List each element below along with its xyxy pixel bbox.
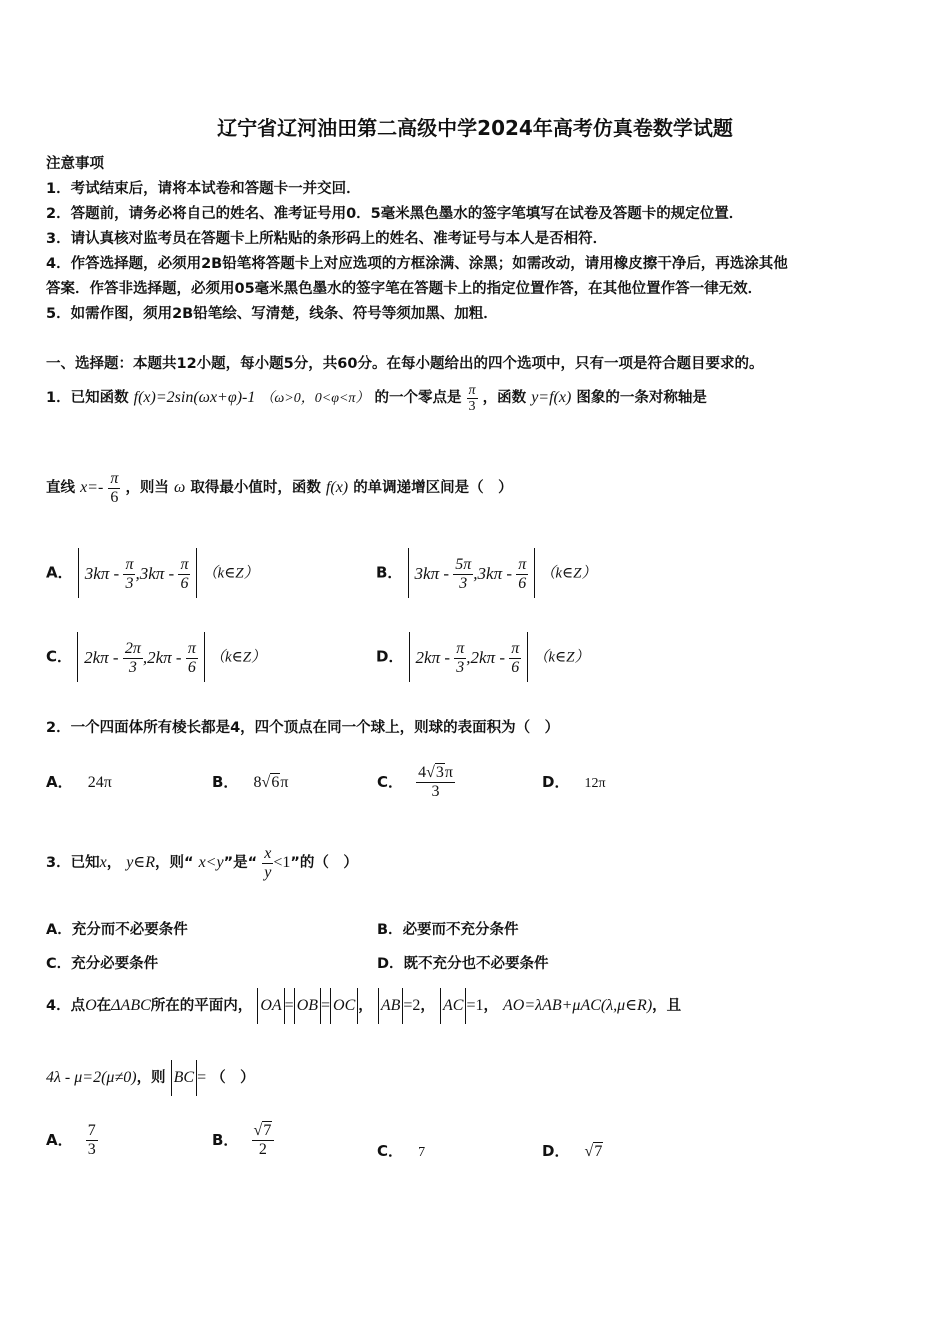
q1-suffix: 图象的一条对称轴是 [576,390,707,406]
section-heading: 一、选择题：本题共12小题，每小题5分，共60分。在每小题给出的四个选项中，只有一项是符合题目要求的。 [46,356,764,372]
notice-item: 1．考试结束后，请将本试卷和答题卡一并交回． [46,181,361,197]
q2-option-c[interactable]: C． $\frac{4√3\pi}{3}$ [377,764,453,800]
notice-item: 3．请认真核对监考员在答题卡上所粘贴的条形码上的姓名、准考证号与本人是否相符． [46,231,608,247]
q3-option-d[interactable]: D．既不充分也不必要条件 [377,956,549,972]
q1-axis-fraction: $\frac{\pi}{6}$ [110,469,119,506]
q1-zero-fraction: $\frac{\pi}{3}$ [468,382,476,414]
question-4-line-1: 4．点O在ΔABC所在的平面内， OA = OB = OC ， AB =2， AC =1， AO=λAB+μAC(λ,μ∈R)，且 [46,988,681,1024]
notice-heading: 注意事项 [46,156,104,172]
q1-line2-mid: ，则当 [125,480,169,496]
question-1-line-1 [46,378,707,419]
notice-item: 2．答题前，请务必将自己的姓名、准考证号用0．5毫米黑色墨水的签字笔填写在试卷及答题卡的规定位置． [46,206,744,222]
q3-option-c[interactable]: C．充分必要条件 [46,956,159,972]
q1-line2-mid2: 取得最小值时，函数 [190,480,321,496]
q3-fraction: $\frac{x}{y}$ [264,844,272,881]
q1-function-2: y=f(x) [531,389,572,406]
q4-option-a[interactable]: A． $\frac{7}{3}$ [46,1122,96,1158]
notice-item: 答案．作答非选择题，必须用05毫米黑色墨水的签字笔在答题卡上的指定位置作答，在其他位置作答一律无效． [46,281,763,297]
notice-item: 4．作答选择题，必须用2B铅笔将答题卡上对应选项的方框涂满、涂黑；如需改动，请用橡皮擦干净后，再选涂其他 [46,256,788,272]
q1-fx: f(x) [325,479,349,496]
q2-option-d[interactable]: D． 12π [542,773,606,791]
q1-option-a[interactable]: A． 3kπ - $\frac{\pi}{3}$ ,3kπ - $\frac{\pi}{6}$ （k∈Z） [46,548,259,598]
q1-mid: 的一个零点是 [374,390,462,406]
q1-line2-suffix: 的单调递增区间是（ ） [353,480,513,496]
q1-mid2: ，函数 [482,390,527,406]
q1-axis-lhs: x=- [80,479,104,496]
interval: 2kπ - $\frac{\pi}{3}$ ,2kπ - $\frac{\pi}{6}$ [409,632,529,682]
q3-option-b[interactable]: B．必要而不充分条件 [377,922,519,938]
q2-option-b[interactable]: B． 8√6π [212,773,289,791]
question-4-line-2: 4λ - μ=2(μ≠0)，则 BC = （ ） [46,1060,255,1096]
page-title: 辽宁省辽河油田第二高级中学2024年高考仿真卷数学试题 [217,116,733,140]
q1-function: f(x)=2sin(ωx+φ)-1 [133,389,256,406]
question-1-line-2 [46,466,513,510]
q1-option-c[interactable]: C． 2kπ - $\frac{2\pi}{3}$ ,2kπ - $\frac{\pi}{6}$ （k∈Z） [46,632,266,682]
interval: 3kπ - $\frac{5\pi}{3}$ ,3kπ - $\frac{\pi}{6}$ [408,548,536,598]
interval: 3kπ - $\frac{\pi}{3}$ ,3kπ - $\frac{\pi}{6}$ [78,548,198,598]
q3-option-a[interactable]: A．充分而不必要条件 [46,922,188,938]
question-3: 3．已知x， y∈R，则“ x<y”是“ $\frac{x}{y}$ <1”的（ ） [46,844,358,881]
q4-option-c[interactable]: C． 7 [377,1142,426,1160]
question-2: 2．一个四面体所有棱长都是4，四个顶点在同一个球上，则球的表面积为（ ） [46,720,560,736]
q1-option-b[interactable]: B． 3kπ - $\frac{5\pi}{3}$ ,3kπ - $\frac{\pi}{6}$ （k∈Z） [376,548,596,598]
interval: 2kπ - $\frac{2\pi}{3}$ ,2kπ - $\frac{\pi}{6}$ [77,632,205,682]
q1-line2-prefix: 直线 [46,480,75,496]
q4-option-b[interactable]: B． $\frac{√7}{2}$ [212,1122,274,1159]
q1-prefix: 1．已知函数 [46,390,129,406]
notice-item: 5．如需作图，须用2B铅笔绘、写清楚，线条、符号等须加黑、加粗． [46,306,498,322]
q1-condition: （ω>0，0<φ<π） [260,391,370,406]
q2-option-a[interactable]: A． 24π [46,773,112,791]
q1-omega: ω [174,479,186,496]
q1-option-d[interactable]: D． 2kπ - $\frac{\pi}{3}$ ,2kπ - $\frac{\pi}{6}$ （k∈Z） [376,632,590,682]
q4-option-d[interactable]: D． √7 [542,1142,603,1160]
